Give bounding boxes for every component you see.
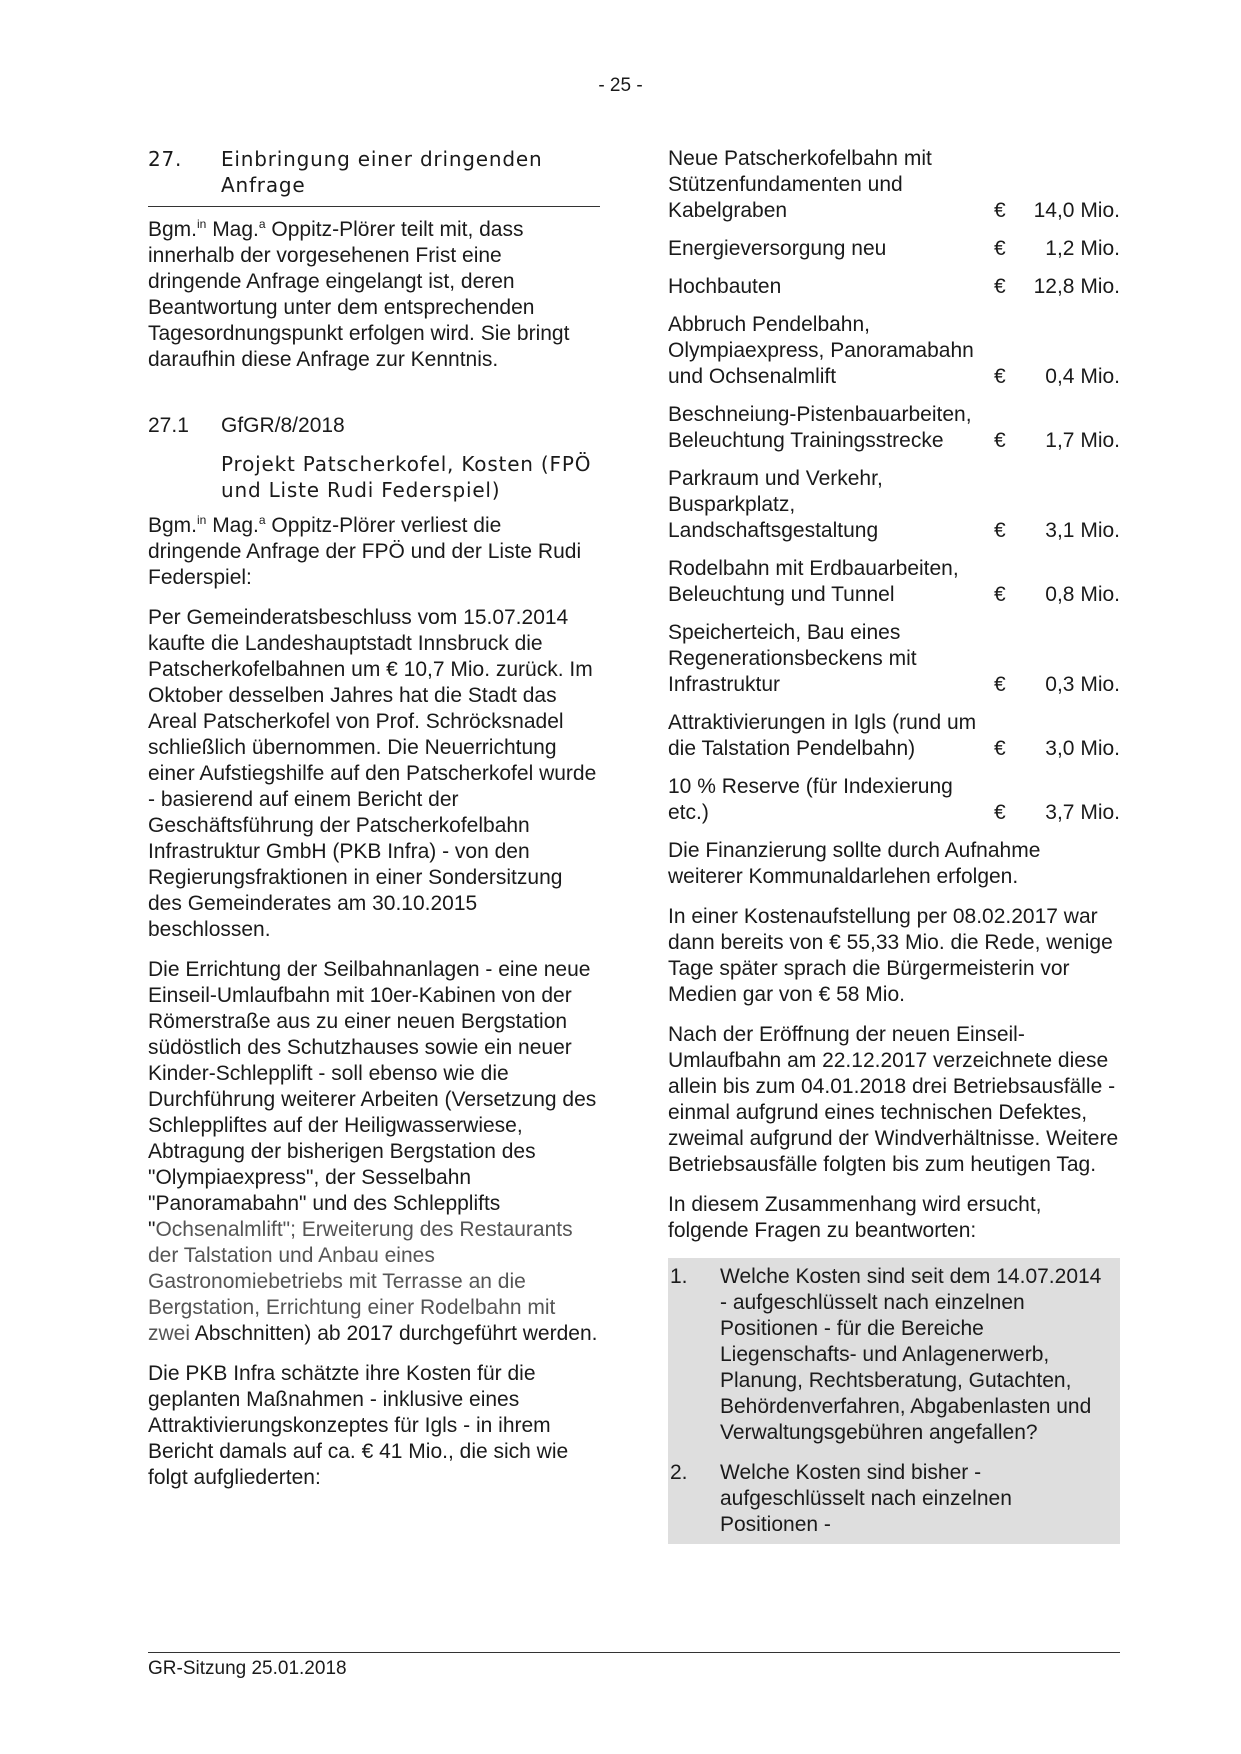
paragraph-purchase: Per Gemeinderatsbeschluss vom 15.07.2014 kaufte die Landeshauptstadt Innsbruck die Patscherkofelbahnen um € 10,7 Mio. zurück. Im Oktober desselben Jahres hat die Stadt das Areal Patscherkofel von Prof. Schröcksnadel schließlich übernommen. Die Neuerrichtung einer Aufstiegshilfe auf den Patscherkofel wurde - basierend auf einem Bericht der Geschäftsführung der Patscherkofelbahn Infrastruktur GmbH (PKB Infra) - von den Regierungsfraktionen in einer Sondersitzung des Gemeinderates am 30.10.2015 beschlossen. — [148, 606, 597, 941]
cost-currency: € — [994, 583, 1006, 606]
cost-currency: € — [994, 365, 1006, 388]
cost-amount: 3,0 Mio. — [1045, 737, 1120, 760]
paragraph-financing: Die Finanzierung sollte durch Aufnahme weiterer Kommunaldarlehen erfolgen. — [668, 839, 1041, 888]
cost-row — [668, 274, 1120, 300]
questions-box — [668, 1258, 1120, 1544]
cost-row — [668, 236, 1120, 262]
question-text: Welche Kosten sind bisher - aufgeschlüsselt nach einzelnen Positionen - — [720, 1461, 1012, 1536]
cost-currency: € — [994, 275, 1006, 298]
right-column — [668, 146, 1120, 1544]
cost-amount: 1,7 Mio. — [1045, 429, 1120, 452]
question-number: 1. — [670, 1265, 688, 1288]
cost-currency: € — [994, 737, 1006, 760]
paragraph-cost-list: In einer Kostenaufstellung per 08.02.2017 war dann bereits von € 55,33 Mio. die Rede, wenige Tage später sprach die Bürgermeisterin vor Medien gar von € 58 Mio. — [668, 905, 1113, 1006]
cost-label: Hochbauten — [668, 275, 782, 298]
section-number: 27. — [148, 147, 183, 171]
footer-divider — [148, 1652, 1120, 1653]
cost-label: Attraktivierungen in Igls (rund um die Talstation Pendelbahn) — [668, 711, 977, 760]
subsection-number: 27.1 — [148, 414, 189, 437]
cost-label: Neue Patscherkofelbahn mit Stützenfundamenten und Kabelgraben — [668, 147, 932, 222]
cost-label: Speicherteich, Bau eines Regenerationsbeckens mit Infrastruktur — [668, 621, 917, 696]
cost-label: Abbruch Pendelbahn, Olympiaexpress, Panoramabahn und Ochsenalmlift — [668, 313, 974, 388]
cost-currency: € — [994, 801, 1006, 824]
cost-amount: 0,4 Mio. — [1045, 365, 1120, 388]
cost-amount: 3,7 Mio. — [1045, 801, 1120, 824]
cost-row — [668, 402, 1120, 454]
cost-label: Beschneiung-Pistenbauarbeiten, Beleuchtung Trainingsstrecke — [668, 403, 972, 452]
page-number: - 25 - — [598, 75, 643, 96]
intro-paragraph: Bgm.$^{in}$ Mag.$^a$ Oppitz-Plörer teilt mit, dass innerhalb der vorgesehenen Frist eine dringende Anfrage eingelangt ist, deren Beantwortung unter dem entsprechenden Tagesordnungspunkt erfolgen wird. Sie bringt daraufhin diese Anfrage zur Kenntnis. — [148, 217, 570, 371]
cost-row — [668, 620, 1120, 698]
section-title: Einbringung einer dringenden Anfrage — [221, 147, 543, 197]
cost-amount: 3,1 Mio. — [1045, 519, 1120, 542]
paragraph-request: In diesem Zusammenhang wird ersucht, folgende Fragen zu beantworten: — [668, 1193, 1042, 1242]
cost-row — [668, 556, 1120, 608]
question-text: Welche Kosten sind seit dem 14.07.2014 - aufgeschlüsselt nach einzelnen Positionen - für die Bereiche Liegenschafts- und Anlagenerwerb, Planung, Rechtsberatung, Gutachten, Behördenverfahren, Abgabenlasten und Verwaltungsgebühren angefallen? — [720, 1265, 1102, 1444]
reading-paragraph: Bgm.$^{in}$ Mag.$^a$ Oppitz-Plörer verliest die dringende Anfrage der FPÖ und der Liste Rudi Federspiel: — [148, 513, 582, 589]
cost-label: Parkraum und Verkehr, Busparkplatz, Landschaftsgestaltung — [668, 467, 883, 542]
cost-row — [668, 710, 1120, 762]
question-number: 2. — [670, 1461, 688, 1484]
cost-currency: € — [994, 237, 1006, 260]
cost-amount: 0,8 Mio. — [1045, 583, 1120, 606]
cost-amount: 14,0 Mio. — [1033, 199, 1120, 222]
footer-text: GR-Sitzung 25.01.2018 — [148, 1658, 347, 1679]
cost-currency: € — [994, 673, 1006, 696]
subsection-title: Projekt Patscherkofel, Kosten (FPÖ und Liste Rudi Federspiel) — [221, 452, 592, 502]
cost-row — [668, 312, 1120, 390]
subsection-heading — [148, 413, 600, 439]
cost-currency: € — [994, 519, 1006, 542]
cost-row — [668, 146, 1120, 224]
cost-amount: 0,3 Mio. — [1045, 673, 1120, 696]
question-item — [668, 1460, 1110, 1538]
paragraph-estimate: Die PKB Infra schätzte ihre Kosten für die geplanten Maßnahmen - inklusive eines Attraktivierungskonzeptes für Igls - in ihrem Bericht damals auf ca. € 41 Mio., die sich wie folgt aufgliederten: — [148, 1362, 569, 1489]
cost-amount: 12,8 Mio. — [1033, 275, 1120, 298]
cost-label: Rodelbahn mit Erdbauarbeiten, Beleuchtung und Tunnel — [668, 557, 959, 606]
paragraph-construction: Die Errichtung der Seilbahnanlagen - eine neue Einseil-Umlaufbahn mit 10er-Kabinen von der Römerstraße aus zu einer neuen Bergstation südöstlich des Schutzhauses sowie ein neuer Kinder-Schlepplift - soll ebenso wie die Durchführung weiterer Arbeiten (Versetzung des Schleppliftes auf der Heiligwasserwiese, Abtragung der bisherigen Bergstation des "Olympiaexpress", der Sesselbahn "Panoramabahn" und des Schlepplifts "Ochsenalmlift"; Erweiterung des Restaurants der Talstation und Anbau eines Gastronomiebetriebs mit Terrasse an die Bergstation, Errichtung einer Rodelbahn mit zwei Abschnitten) ab 2017 durchgeführt werden. — [148, 958, 598, 1345]
cost-label: 10 % Reserve (für Indexierung etc.) — [668, 775, 953, 824]
cost-currency: € — [994, 429, 1006, 452]
question-item — [668, 1264, 1110, 1446]
left-column — [148, 146, 600, 1505]
cost-table — [668, 146, 1120, 826]
cost-currency: € — [994, 199, 1006, 222]
cost-amount: 1,2 Mio. — [1045, 237, 1120, 260]
cost-row — [668, 774, 1120, 826]
paragraph-opening: Nach der Eröffnung der neuen Einseil-Umlaufbahn am 22.12.2017 verzeichnete diese allein bis zum 04.01.2018 drei Betriebsausfälle - einmal aufgrund eines technischen Defektes, zweimal aufgrund der Windverhältnisse. Weitere Betriebsausfälle folgten bis zum heutigen Tag. — [668, 1023, 1119, 1176]
subsection-code: GfGR/8/2018 — [221, 414, 345, 437]
cost-label: Energieversorgung neu — [668, 237, 887, 260]
cost-row — [668, 466, 1120, 544]
section-heading — [148, 146, 600, 198]
heading-divider — [148, 206, 600, 207]
